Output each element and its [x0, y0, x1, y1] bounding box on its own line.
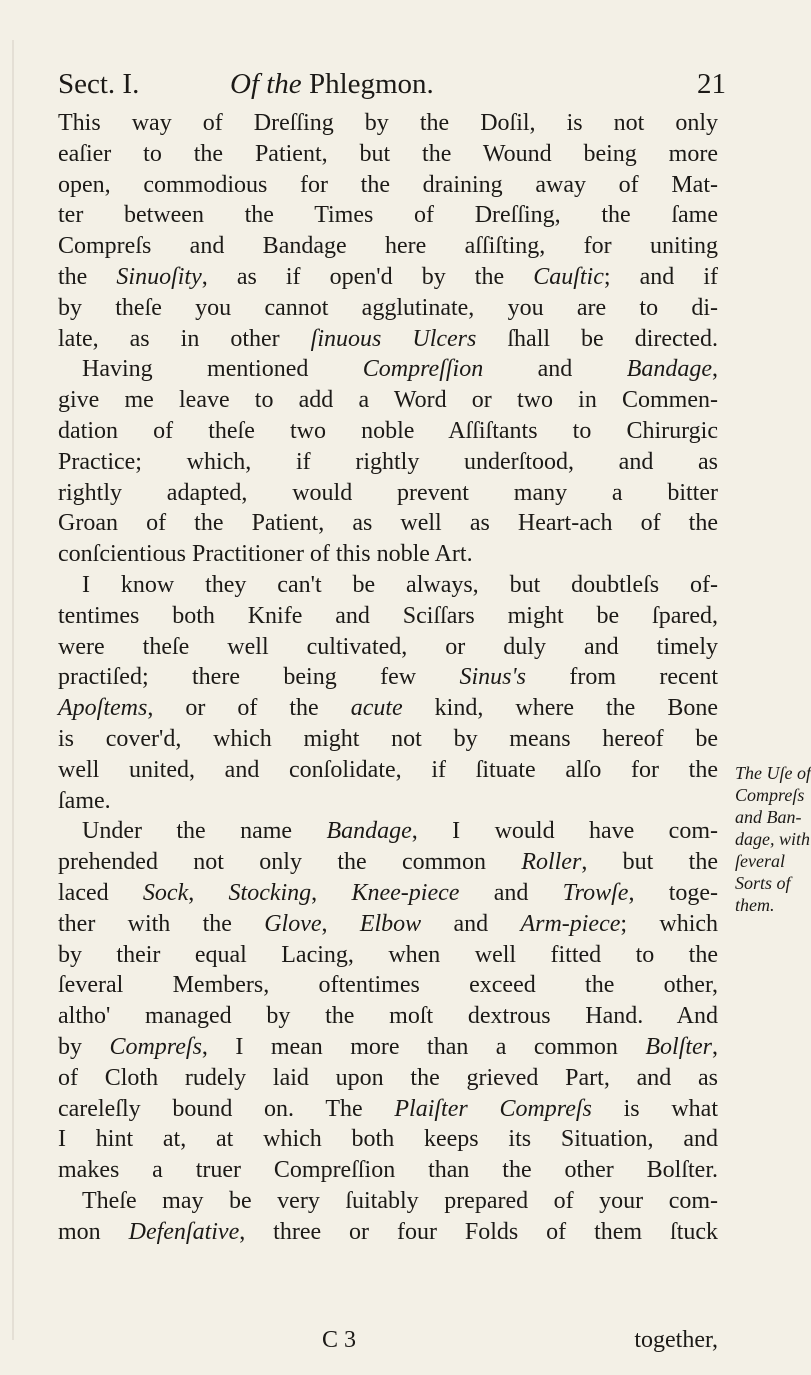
text-line: by theſe you cannot agglutinate, you are to di- — [58, 294, 718, 321]
margin-note-line: The Uſe of — [735, 763, 811, 783]
text-line: give me leave to add a Word or two in Commen- — [58, 387, 718, 414]
text-line: eaſier to the Patient, but the Wound being more — [58, 140, 718, 167]
section-label: Sect. I. — [58, 68, 140, 100]
margin-note-line: Sorts of — [735, 873, 791, 893]
text-line: laced Sock, Stocking, Knee-piece and Trowſe, toge- — [58, 879, 719, 906]
body-text — [58, 108, 718, 1247]
text-line: prehended not only the common Roller, but the — [58, 849, 718, 876]
running-title-prefix: Of the — [230, 68, 302, 100]
text-line: Practice; which, if rightly underſtood, and as — [58, 448, 718, 475]
running-header — [58, 68, 726, 108]
text-line: Apoſtems, or of the acute kind, where the Bone — [58, 695, 718, 722]
text-line: Under the name Bandage, I would have com- — [82, 818, 718, 845]
marginal-note — [735, 762, 811, 916]
catchword: together, — [634, 1327, 718, 1353]
text-line: open, commodious for the draining away of Mat- — [58, 171, 718, 198]
text-line: dation of theſe two noble Aſſiſtants to Chirurgic — [58, 417, 718, 444]
page-number: 21 — [697, 68, 726, 100]
text-line: Having mentioned Compreſſion and Bandage, — [82, 356, 718, 383]
margin-note-line: Compreſs — [735, 785, 805, 805]
text-line: is cover'd, which might not by means hereof be — [58, 725, 718, 752]
text-line: by Compreſs, I mean more than a common Bolſter, — [58, 1033, 719, 1060]
text-line: I know they can't be always, but doubtleſs of- — [82, 571, 718, 598]
text-line: by their equal Lacing, when well fitted to the — [58, 941, 718, 968]
text-line: Theſe may be very ſuitably prepared of your com- — [82, 1187, 718, 1214]
text-line: ſame. — [58, 787, 111, 814]
signature-mark: C 3 — [322, 1327, 357, 1353]
margin-note-line: dage, with — [735, 829, 810, 849]
page-footer — [58, 1327, 718, 1359]
text-line: were theſe well cultivated, or duly and timely — [58, 633, 718, 660]
text-line: I hint at, at which both keeps its Situation, and — [58, 1126, 718, 1153]
text-line: rightly adapted, would prevent many a bitter — [58, 479, 718, 506]
text-line: Groan of the Patient, as well as Heart-ach of the — [58, 510, 718, 537]
text-line: conſcientious Practitioner of this noble Art. — [58, 541, 473, 568]
text-line: well united, and conſolidate, if ſituate alſo for the — [58, 756, 718, 783]
text-line: late, as in other ſinuous Ulcers ſhall be directed. — [58, 325, 718, 352]
margin-note-line: and Ban- — [735, 807, 802, 827]
text-line: makes a truer Compreſſion than the other Bolſter. — [58, 1157, 718, 1184]
running-title-main: Phlegmon. — [308, 68, 434, 100]
text-line: the Sinuoſity, as if open'd by the Cauſtic; and if — [58, 263, 719, 290]
text-line: practiſed; there being few Sinus's from recent — [58, 664, 718, 691]
text-line: of Cloth rudely laid upon the grieved Part, and as — [58, 1064, 718, 1091]
text-line: altho' managed by the moſt dextrous Hand. And — [58, 1003, 718, 1030]
text-line: tentimes both Knife and Sciſſars might be ſpared, — [58, 602, 718, 629]
running-title — [230, 68, 434, 101]
text-line: careleſly bound on. The Plaiſter Compreſs is what — [58, 1095, 718, 1122]
text-line: This way of Dreſſing by the Doſil, is not only — [58, 110, 718, 136]
text-line: ther with the Glove, Elbow and Arm-piece; which — [58, 910, 719, 937]
page-gutter-shadow — [12, 40, 14, 1340]
text-line: mon Defenſative, three or four Folds of them ſtuck — [58, 1218, 719, 1245]
text-line: Compreſs and Bandage here aſſiſting, for uniting — [58, 233, 718, 260]
text-line: ter between the Times of Dreſſing, the ſame — [58, 202, 718, 229]
margin-note-line: ſeveral — [735, 851, 785, 871]
text-line: ſeveral Members, oftentimes exceed the other, — [58, 972, 718, 999]
margin-note-line: them. — [735, 895, 775, 915]
